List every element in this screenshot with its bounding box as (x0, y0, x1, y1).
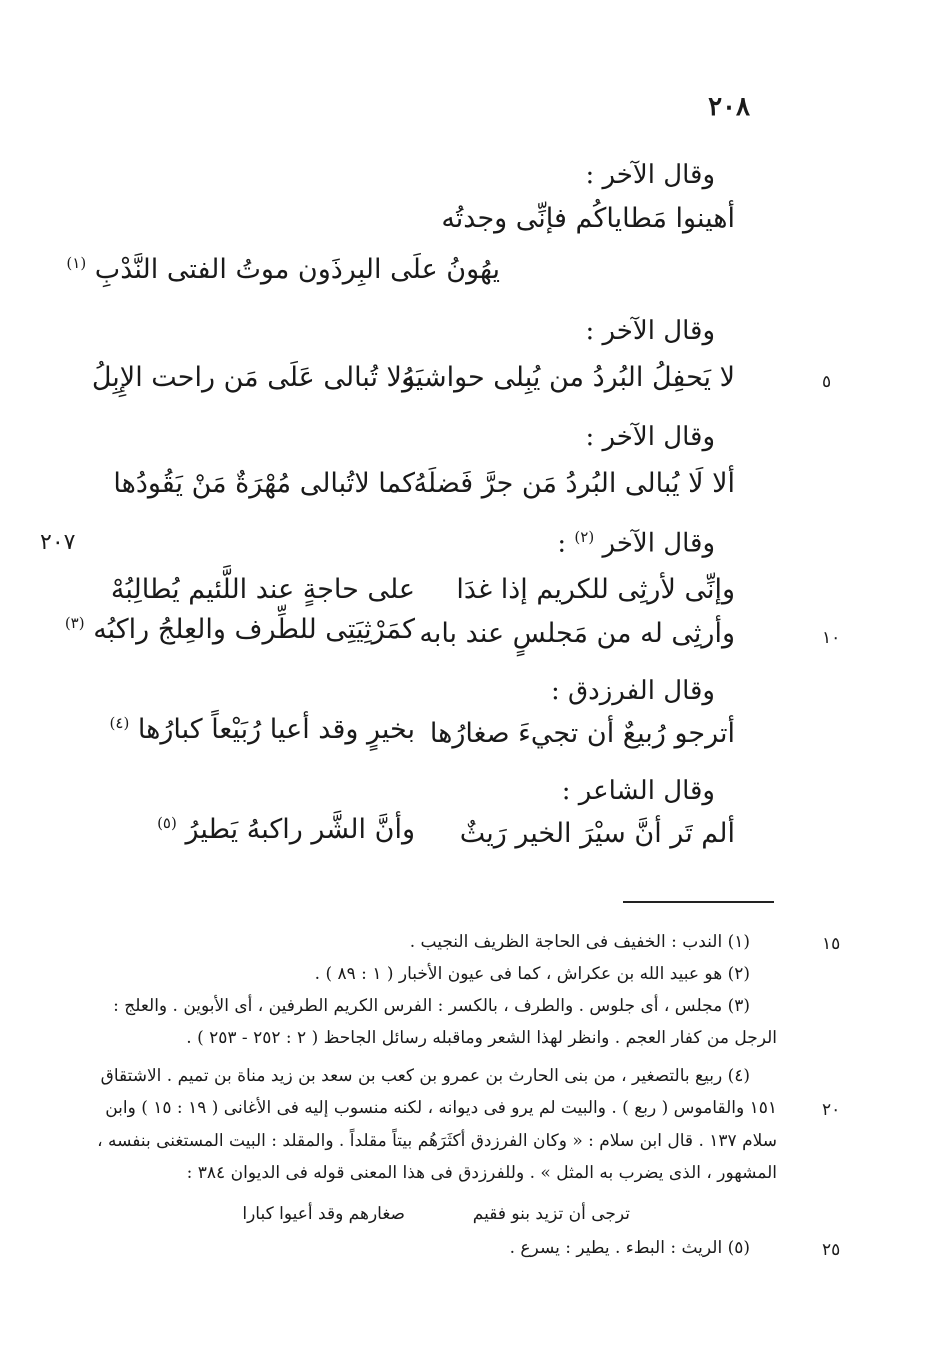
verse-first-hemistich: وأرثِى له من مَجلسٍ عند بابه (419, 618, 735, 649)
poem-intro: وقال الفرزدق : (550, 676, 715, 706)
line-number: ١٥ (822, 934, 841, 954)
line-number: ٥ (822, 372, 832, 392)
poem-intro: وقال الآخر : (585, 316, 715, 346)
footnote-separator (623, 901, 774, 903)
poem-intro: وقال الشاعر : (561, 776, 715, 806)
verse-second-hemistich (157, 814, 415, 845)
verse-line: أهينوا مَطاياكُم فإنِّى وجدتُه (441, 203, 735, 234)
verse-first-hemistich: أترجو رُبيعٌ أن تجيءَ صغارُها (429, 718, 735, 749)
footnote: (٥) الريث : البطء . يطير : يسرع . (509, 1238, 750, 1258)
poem-intro (557, 528, 715, 559)
footnote: (٢) هو عبيد الله بن عكراش ، كما فى عيون الأخبار ( ١ : ٨٩ ) . (314, 964, 750, 984)
verse-text: وأنَّ الشَّر راكبهُ يَطيرُ (185, 814, 415, 845)
page-number: ٢٠٨ (708, 92, 750, 122)
verse-first-hemistich: ألم تَر أنَّ سيْرَ الخير رَيثٌ (459, 818, 735, 849)
footnote-marker: (٢) (574, 528, 595, 546)
original-page-reference: ٢٠٧ (40, 530, 76, 555)
verse-second-hemistich: على حاجةٍ عند اللَّئيم يُطالِبُهْ (110, 574, 415, 605)
verse-second-hemistich: ولا تُبالى عَلَى مَن راحت الإِبِلُ (91, 362, 415, 393)
footnote-marker: (٣) (64, 614, 85, 632)
footnote-verse-second-hemistich: صغارهم وقد أعيوا كبارا (242, 1204, 405, 1224)
verse-second-hemistich (110, 714, 415, 745)
line-number: ٢٠ (822, 1100, 841, 1120)
verse-text: كمَرْثِيَتِى للطِّرف والعِلجُ راكبُه (93, 614, 415, 645)
footnote-verse-first-hemistich: ترجى أن تزيد بنو فقيم (472, 1204, 630, 1224)
footnote: (١) الندب : الخفيف فى الحاجة الظريف النجيب . (409, 932, 750, 952)
poem-intro-text: وقال الآخر (602, 528, 715, 559)
footnote: (٤) ربيع بالتصغير ، من بنى الحارث بن عمرو بن كعب بن سعد بن زيد مناة بن تميم . الاشتقاق (100, 1066, 750, 1086)
verse-first-hemistich: وإنِّى لأرثِى للكريم إذا غدَا (456, 574, 735, 605)
footnote-marker: (١) (66, 254, 87, 272)
footnote: (٣) مجلس ، أى جلوس . والطرف ، بالكسر : الفرس الكريم الطرفين ، أى الأبوين . والعلج : (113, 996, 750, 1016)
footnote-continuation: المشهور ، الذى يضرب به المثل » . وللفرزدق فى هذا المعنى قوله فى الديوان ٣٨٤ : (186, 1163, 777, 1183)
verse-second-hemistich: كما لاتُبالى مُهْرَةٌ مَنْ يَقُودُها (113, 468, 415, 499)
poem-intro: وقال الآخر : (585, 422, 715, 452)
verse-line (66, 254, 500, 285)
poem-intro-colon: : (557, 528, 567, 559)
verse-text: بخيرٍ وقد أعيا رُبَيْعاً كبارُها (137, 714, 415, 745)
line-number: ١٠ (822, 628, 841, 648)
verse-first-hemistich: ألا لَا يُبالى البُردُ مَن جرَّ فَضلَهُ (413, 468, 735, 499)
footnote-continuation: ١٥١ والقاموس ( ربع ) . والبيت لم يرو فى ديوانه ، لكنه منسوب إليه فى الأغانى ( ١٩ : ١٥ ) وابن (105, 1098, 777, 1118)
footnote-continuation: سلام ١٣٧ . قال ابن سلام : « وكان الفرزدق أكثَرَهُم بيتاً مقلداً . والمقلد : البيت المستغنى بنفسه ، (97, 1131, 777, 1151)
verse-first-hemistich: لا يَحفِلُ البُردُ من يُبِلى حواشيَهُ (401, 362, 735, 393)
poem-intro: وقال الآخر : (585, 160, 715, 190)
footnote-marker: (٤) (109, 714, 130, 732)
verse-text: يهُونُ علَى البِرذَون موتُ الفتى النَّدْبِ (94, 254, 500, 285)
footnote-continuation: الرجل من كفار العجم . وانظر لهذا الشعر وماقبله رسائل الجاحظ ( ٢ : ٢٥٢ - ٢٥٣ ) . (186, 1028, 777, 1048)
verse-second-hemistich (65, 614, 415, 645)
footnote-marker: (٥) (157, 814, 177, 832)
line-number: ٢٥ (822, 1240, 841, 1260)
